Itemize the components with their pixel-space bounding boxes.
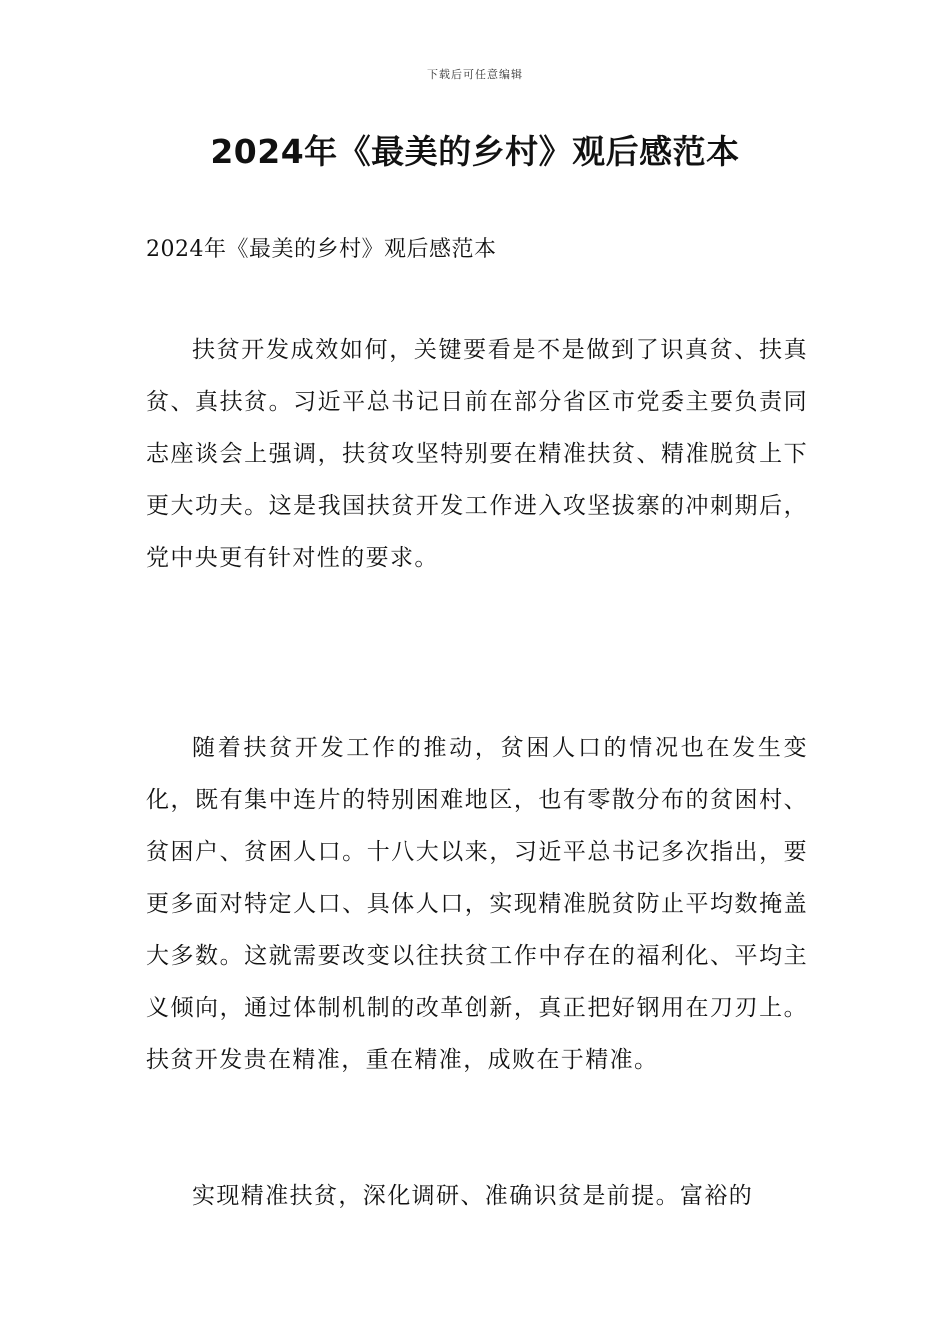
paragraph-3: 实现精准扶贫，深化调研、准确识贫是前提。富裕的 xyxy=(192,1183,754,1209)
document-title: 2024年《最美的乡村》观后感范本 xyxy=(210,132,740,171)
paragraph-1: 扶贫开发成效如何，关键要看是不是做到了识真贫、扶真贫、真扶贫。习近平总书记日前在部分省区市党委主要负责同志座谈会上强调，扶贫攻坚特别要在精准扶贫、精准脱贫上下更大功夫。这是我国扶贫开发工作进入攻坚拔寨的冲刺期后，党中央更有针对性的要求。 xyxy=(146,337,808,571)
paragraph-2: 随着扶贫开发工作的推动，贫困人口的情况也在发生变化，既有集中连片的特别困难地区，也有零散分布的贫困村、贫困户、贫困人口。十八大以来，习近平总书记多次指出，要更多面对特定人口、具体人口，实现精准脱贫防止平均数掩盖大多数。这就需要改变以往扶贫工作中存在的福利化、平均主义倾向，通过体制机制的改革创新，真正把好钢用在刀刃上。扶贫开发贵在精准，重在精准，成败在于精准。 xyxy=(146,735,808,1073)
header-note: 下载后可任意编辑 xyxy=(427,68,523,81)
document-subtitle: 2024年《最美的乡村》观后感范本 xyxy=(146,237,497,262)
